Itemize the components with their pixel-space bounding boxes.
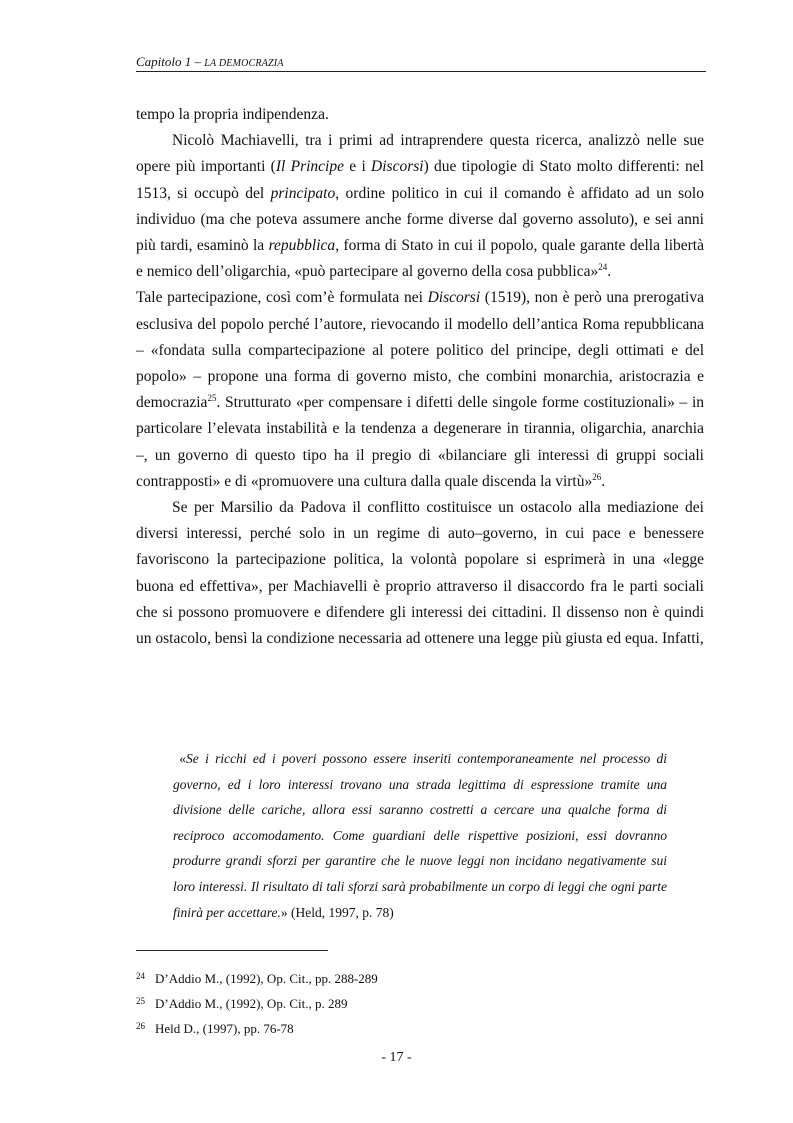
quote-open: «	[179, 751, 187, 766]
header-separator: –	[191, 54, 205, 69]
running-header	[136, 54, 706, 70]
quote-text	[173, 746, 667, 925]
text-run: Nicolò Machiavelli, tra i primi ad intraprendere questa ricerca, analizzò nelle sue opere più importanti (	[136, 132, 704, 176]
term-principato: principato	[270, 184, 336, 202]
header-section: LA DEMOCRAZIA	[204, 58, 284, 69]
quote-body: Se i ricchi ed i poveri possono essere inseriti contemporaneamente nel processo di governo, ed i loro interessi trovano una strada legittima di espressione tramite una divisione delle cariche, allora essi saranno costretti a cercare una qualche forma di reciproco accomodamento. Come guardiani delle rispettive posizioni, essi dovranno produrre grandi sforzi per garantire che le nuove leggi non incidano negativamente sui loro interessi. Il risultato di tali sforzi sarà probabilmente un corpo di leggi che ogni parte finirà per accettare.	[173, 751, 667, 920]
text-run: , ordine politico in cui il comando è affidato ad un solo individuo (ma che poteva assumere anche forme diverse dal governo assoluto), e sei anni più tardi, esaminò la	[136, 184, 704, 255]
footnote-ref-25: 25	[207, 393, 217, 404]
title-il-principe: Il Principe	[275, 158, 344, 176]
title-discorsi: Discorsi	[371, 158, 424, 176]
text-run: (1519), non è però una prerogativa esclusiva del popolo perché l’autore, rievocando il modello dell’antica Roma repubblicana – «fondata sulla compartecipazione al potere politico del principe, degli ottimati e del popolo» – propone una forma di governo misto, che combini monarchia, aristocrazia e democrazia	[136, 289, 704, 412]
title-discorsi: Discorsi	[427, 289, 481, 307]
text-run: e i	[343, 158, 372, 176]
header-chapter: Capitolo 1	[136, 54, 192, 69]
footnote-number: 26	[136, 1021, 145, 1031]
quote-close: »	[280, 904, 288, 920]
paragraph-1: tempo la propria indipendenza.	[136, 106, 329, 123]
term-repubblica: repubblica	[268, 237, 336, 255]
footnote-number: 25	[136, 996, 145, 1006]
text-run: Tale partecipazione, così com’è formulata nei	[136, 289, 428, 307]
footnote-text: D’Addio M., (1992), Op. Cit., p. 289	[155, 996, 348, 1011]
page-number: - 17 -	[381, 1050, 412, 1065]
footnote-text: D’Addio M., (1992), Op. Cit., pp. 288-289	[155, 971, 378, 986]
paragraph-2	[136, 128, 704, 285]
quote-citation: (Held, 1997, p. 78)	[287, 904, 394, 920]
header-rule	[136, 71, 706, 72]
body-text	[136, 102, 704, 652]
paragraph-4: Se per Marsilio da Padova il conflitto costituisce un ostacolo alla mediazione dei diversi interessi, perché solo in un regime di auto–governo, in cui pace e benessere favoriscono la partecipazione politica, la volontà popolare si esprimerà in una «legge buona ed effettiva», per Machiavelli è proprio attraverso il disaccordo fra le parti sociali che si possono promuovere e difendere gli interessi dei cittadini. Il dissenso non è quindi un ostacolo, bensì la condizione necessaria ad ottenere una legge più giusta ed equa. Infatti,	[136, 499, 704, 648]
footnote-rule	[136, 950, 328, 951]
text-run: ) due tipologie di Stato molto differenti: nel 1513, si occupò del	[136, 158, 704, 202]
footnote-ref-24: 24	[598, 262, 608, 273]
text-run: , forma di Stato in cui il popolo, quale garante della libertà e nemico dell’oligarchia, «può partecipare al governo della cosa pubblica»	[136, 237, 704, 281]
text-run: . Strutturato «per compensare i difetti delle singole forme costituzionali» – in particolare l’elevata instabilità e la tendenza a degenerare in tirannia, oligarchia, anarchia –, un governo di questo tipo ha il pregio di «bilanciare gli interessi di gruppi sociali contrapposti» e di «promuovere una cultura dalla quale discenda la virtù»	[136, 394, 704, 490]
footnotes	[136, 965, 378, 1040]
footnote-25	[136, 990, 378, 1015]
footnote-number: 24	[136, 971, 145, 981]
text-run: .	[601, 472, 606, 490]
text-run: .	[607, 263, 612, 281]
paragraph-3	[136, 285, 704, 495]
footnote-ref-26: 26	[592, 471, 602, 482]
block-quote	[173, 746, 667, 925]
footnote-text: Held D., (1997), pp. 76-78	[155, 1021, 294, 1036]
footnote-24	[136, 965, 378, 990]
footnote-26	[136, 1015, 378, 1040]
